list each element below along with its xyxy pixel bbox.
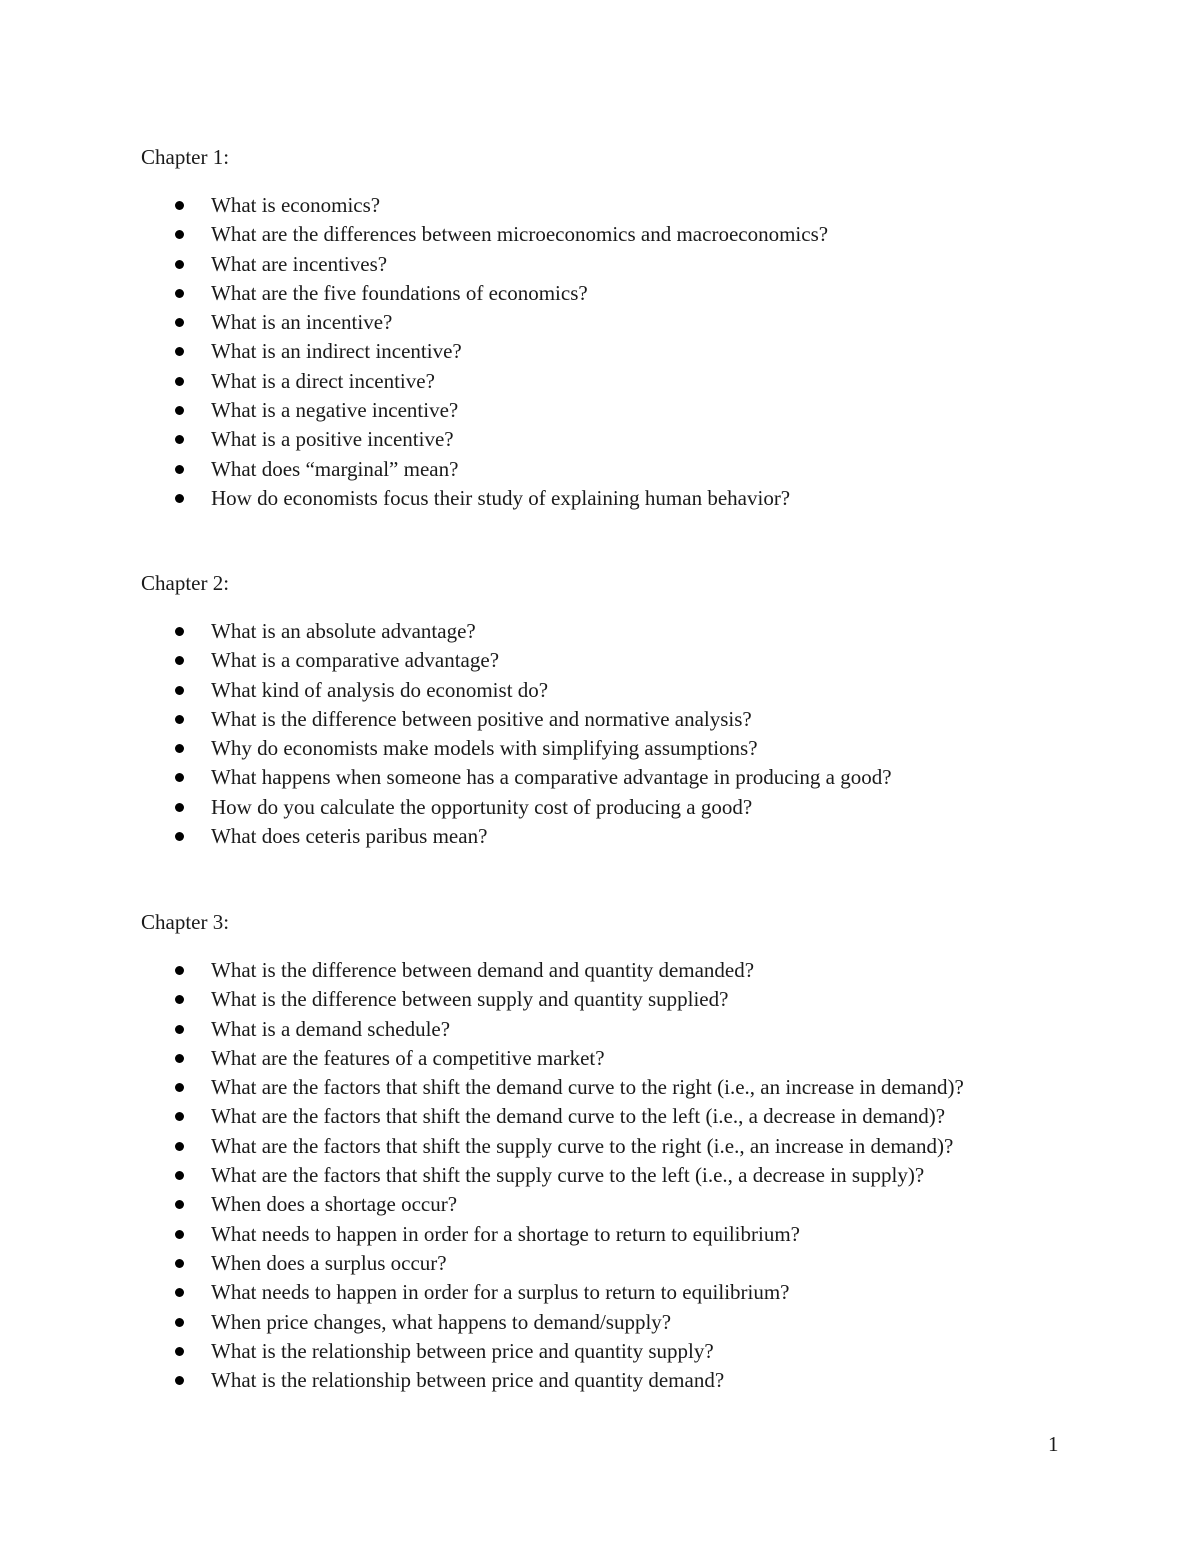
bullet-icon <box>175 832 184 841</box>
question-text: What is an absolute advantage? <box>211 619 476 643</box>
list-item <box>141 1249 1101 1278</box>
bullet-icon <box>175 803 184 812</box>
list-item <box>141 1161 1101 1190</box>
list-item <box>141 1366 1101 1395</box>
question-text: What is the relationship between price and quantity supply? <box>211 1338 714 1363</box>
bullet-icon <box>175 995 184 1004</box>
question-text: What does “marginal” mean? <box>211 456 459 481</box>
question-text: What is the difference between supply and quantity supplied? <box>211 987 729 1012</box>
bullet-icon <box>175 744 184 753</box>
question-text: Why do economists make models with simplifying assumptions? <box>211 736 758 761</box>
question-text: What is a comparative advantage? <box>211 648 500 673</box>
list-item <box>141 1220 1101 1249</box>
question-text: What is a demand schedule? <box>211 1016 451 1041</box>
question-text: What does ceteris paribus mean? <box>211 824 488 849</box>
list-item <box>141 1190 1101 1219</box>
bullet-icon <box>175 1142 184 1151</box>
list-item <box>141 337 1101 366</box>
question-text: What are the factors that shift the demand curve to the right (i.e., an increase in demand)? <box>211 1075 964 1100</box>
list-item <box>141 985 1101 1014</box>
list-item <box>141 763 1101 792</box>
question-text: What are the features of a competitive market? <box>211 1045 605 1070</box>
question-text: What needs to happen in order for a surplus to return to equilibrium? <box>211 1280 790 1305</box>
bullet-icon <box>175 773 184 782</box>
bullet-icon <box>175 406 184 415</box>
chapter-2-section <box>141 571 1101 851</box>
bullet-icon <box>175 1200 184 1209</box>
page-number: 1 <box>1048 1432 1059 1456</box>
list-item <box>141 1308 1101 1337</box>
bullet-icon <box>175 686 184 695</box>
question-text: When does a shortage occur? <box>211 1192 458 1217</box>
bullet-icon <box>175 318 184 327</box>
question-text: What are the factors that shift the supply curve to the right (i.e., an increase in demand)? <box>211 1133 954 1158</box>
list-item <box>141 250 1101 279</box>
chapter-3-section <box>141 910 1101 1395</box>
bullet-icon <box>175 1230 184 1239</box>
bullet-icon <box>175 1054 184 1063</box>
bullet-icon <box>175 715 184 724</box>
list-item <box>141 1278 1101 1307</box>
chapter-2-title: Chapter 2: <box>141 571 230 595</box>
question-text: What kind of analysis do economist do? <box>211 677 549 702</box>
list-item <box>141 1073 1101 1102</box>
bullet-icon <box>175 435 184 444</box>
question-text: What happens when someone has a comparative advantage in producing a good? <box>211 765 892 790</box>
list-item <box>141 279 1101 308</box>
question-text: When does a surplus occur? <box>211 1250 447 1275</box>
list-item <box>141 705 1101 734</box>
list-item <box>141 1337 1101 1366</box>
question-text: What is an incentive? <box>211 310 393 335</box>
chapter-1-section <box>141 145 1101 513</box>
bullet-icon <box>175 1318 184 1327</box>
list-item <box>141 956 1101 985</box>
question-text: What is the difference between demand and quantity demanded? <box>211 958 755 982</box>
list-item <box>141 1132 1101 1161</box>
bullet-icon <box>175 1288 184 1297</box>
bullet-icon <box>175 1376 184 1385</box>
question-text: What is economics? <box>211 193 381 217</box>
question-text: What is a direct incentive? <box>211 368 435 393</box>
list-item <box>141 617 1101 646</box>
chapter-1-title: Chapter 1: <box>141 145 230 169</box>
list-item <box>141 425 1101 454</box>
bullet-icon <box>175 347 184 356</box>
chapter-2-question-list <box>141 617 1101 851</box>
bullet-icon <box>175 966 184 975</box>
chapter-3-question-list <box>141 956 1101 1395</box>
question-text: What is a negative incentive? <box>211 398 459 423</box>
bullet-icon <box>175 201 184 210</box>
question-text: When price changes, what happens to demand/supply? <box>211 1309 672 1334</box>
question-text: What is the difference between positive and normative analysis? <box>211 706 752 731</box>
list-item <box>141 367 1101 396</box>
list-item <box>141 676 1101 705</box>
question-text: What needs to happen in order for a shortage to return to equilibrium? <box>211 1221 800 1246</box>
question-text: What are the factors that shift the demand curve to the left (i.e., a decrease in demand)? <box>211 1104 946 1129</box>
bullet-icon <box>175 1171 184 1180</box>
bullet-icon <box>175 494 184 503</box>
bullet-icon <box>175 627 184 636</box>
question-text: What are the factors that shift the supply curve to the left (i.e., a decrease in supply)? <box>211 1163 925 1188</box>
list-item <box>141 734 1101 763</box>
list-item <box>141 308 1101 337</box>
list-item <box>141 1102 1101 1131</box>
bullet-icon <box>175 260 184 269</box>
bullet-icon <box>175 1347 184 1356</box>
bullet-icon <box>175 465 184 474</box>
question-text: What is an indirect incentive? <box>211 339 462 364</box>
list-item <box>141 220 1101 249</box>
bullet-icon <box>175 289 184 298</box>
list-item <box>141 484 1101 513</box>
bullet-icon <box>175 1025 184 1034</box>
question-text: What are the five foundations of economics? <box>211 280 588 305</box>
bullet-icon <box>175 1083 184 1092</box>
list-item <box>141 191 1101 220</box>
list-item <box>141 455 1101 484</box>
list-item <box>141 1015 1101 1044</box>
chapter-1-question-list <box>141 191 1101 513</box>
question-text: How do economists focus their study of explaining human behavior? <box>211 485 791 510</box>
bullet-icon <box>175 377 184 386</box>
bullet-icon <box>175 656 184 665</box>
list-item <box>141 822 1101 851</box>
chapter-3-title: Chapter 3: <box>141 910 230 934</box>
question-text: What is the relationship between price and quantity demand? <box>211 1368 725 1393</box>
question-text: What are incentives? <box>211 251 388 276</box>
question-text: What is a positive incentive? <box>211 427 454 452</box>
bullet-icon <box>175 1259 184 1268</box>
bullet-icon <box>175 1112 184 1121</box>
question-text: What are the differences between microeconomics and macroeconomics? <box>211 222 829 247</box>
list-item <box>141 396 1101 425</box>
list-item <box>141 1044 1101 1073</box>
question-text: How do you calculate the opportunity cost of producing a good? <box>211 794 753 819</box>
list-item <box>141 793 1101 822</box>
list-item <box>141 646 1101 675</box>
bullet-icon <box>175 230 184 239</box>
